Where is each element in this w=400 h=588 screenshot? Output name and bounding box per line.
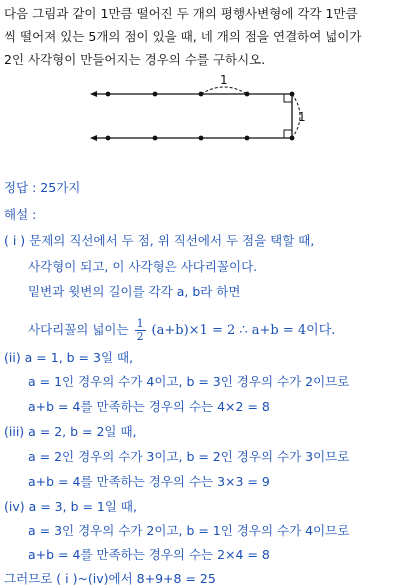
one-half-fraction	[135, 318, 146, 343]
case2-line1: (ii) a = 1, b = 3일 때,	[4, 350, 134, 365]
problem-line-2: 씩 떨어져 있는 5개의 점이 있을 때, 네 개의 점을 연결하여 넓이가	[4, 29, 362, 44]
case1-area-prefix: 사다리꼴의 넓이는	[28, 322, 129, 337]
dashed-arc-top	[201, 87, 247, 94]
case3-line3: a+b = 4를 만족하는 경우의 수는 3×3 = 9	[28, 474, 270, 489]
label-top: 1	[220, 74, 228, 87]
conclusion-line: 그러므로 ( i )~(iv)에서 8+9+8 = 25	[4, 571, 216, 586]
top-dot-4	[245, 92, 250, 97]
top-dot-2	[153, 92, 158, 97]
solution-label: 해설 :	[4, 207, 37, 222]
case1-line1: ( i ) 문제의 직선에서 두 점, 위 직선에서 두 점을 택할 때,	[4, 233, 315, 248]
answer-line: 정답 : 25가지	[4, 180, 81, 195]
case1-line2: 사각형이 되고, 이 사각형은 사다리꼴이다.	[28, 259, 258, 274]
label-right: 1	[298, 110, 306, 124]
bottom-dot-4	[245, 136, 250, 141]
case1-line3: 밑변과 윗변의 길이를 각각 a, b라 하면	[28, 284, 241, 299]
top-dot-1	[106, 92, 111, 97]
case4-line3: a+b = 4를 만족하는 경우의 수는 2×4 = 8	[28, 547, 270, 562]
case4-line2: a = 3인 경우의 수가 2이고, b = 1인 경우의 수가 4이므로	[28, 523, 350, 538]
case2-line3: a+b = 4를 만족하는 경우의 수는 4×2 = 8	[28, 399, 270, 414]
top-line-arrow-left	[90, 91, 97, 97]
parallel-lines-figure	[0, 74, 400, 154]
case2-line2: a = 1인 경우의 수가 4이고, b = 3인 경우의 수가 2이므로	[28, 374, 350, 389]
case4-line1: (iv) a = 3, b = 1일 때,	[4, 499, 137, 514]
problem-line-1: 다음 그림과 같이 1만큼 떨어진 두 개의 평행사변형에 각각 1만큼	[4, 6, 358, 21]
case3-line1: (iii) a = 2, b = 2일 때,	[4, 424, 137, 439]
problem-line-3: 2인 사각형이 만들어지는 경우의 수를 구하시오.	[4, 52, 266, 67]
bottom-line-arrow-left	[90, 135, 97, 141]
fraction-numerator: 1	[136, 317, 144, 330]
case3-line2: a = 2인 경우의 수가 3이고, b = 2인 경우의 수가 3이므로	[28, 449, 350, 464]
case1-area-formula: (a+b)×1 = 2 ∴ a+b = 4이다.	[151, 323, 336, 338]
bottom-dot-2	[153, 136, 158, 141]
bottom-dot-1	[106, 136, 111, 141]
bottom-dot-3	[199, 136, 204, 141]
fraction-denominator: 2	[136, 330, 144, 343]
case1-line4	[28, 318, 335, 343]
